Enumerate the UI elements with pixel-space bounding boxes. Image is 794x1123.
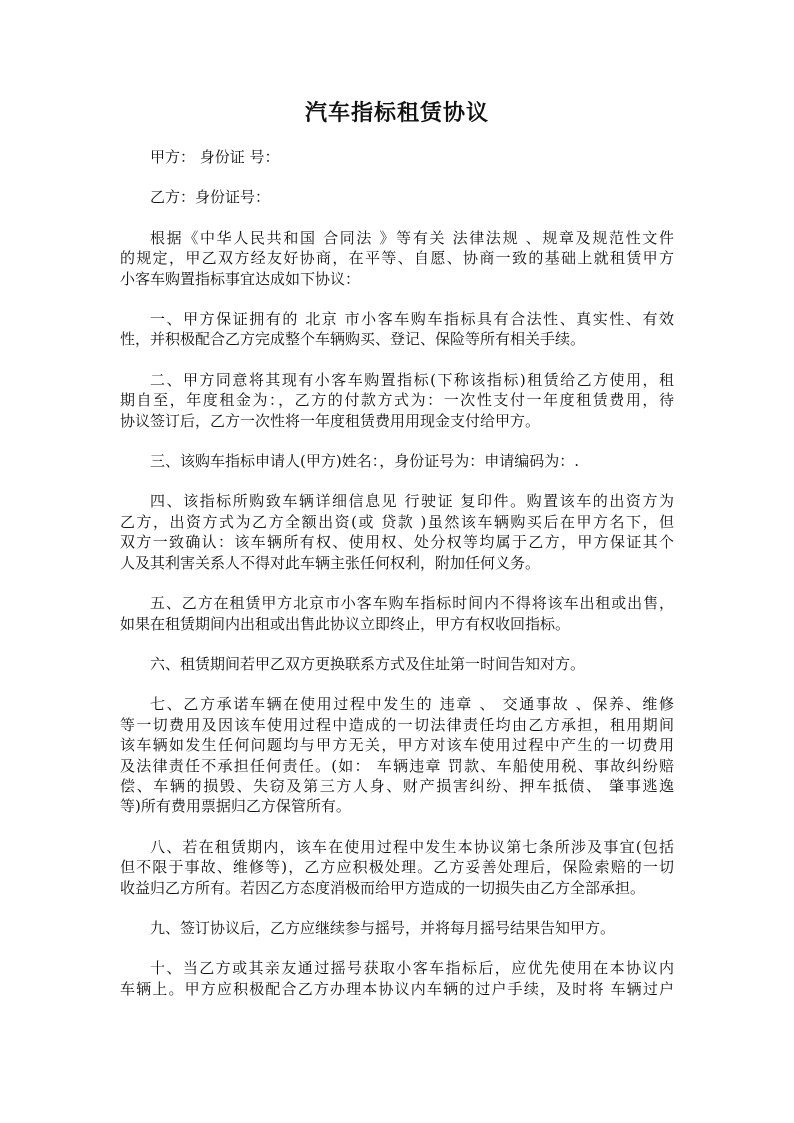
paragraph (120, 451, 674, 471)
paragraph (120, 309, 674, 350)
text-line: 期自至，年度租金为：，乙方的付款方式为：一次性支付一年度租赁费用，待 (120, 391, 674, 410)
text-line: 人及其利害关系人不得对此车辆主张任何权利，附加任何义务。 (120, 553, 541, 572)
paragraph (120, 228, 674, 289)
text-line: 双方一致确认：该车辆所有权、使用权、处分权等均属于乙方，甲方保证其个 (120, 533, 674, 552)
text-line: 如果在租赁期间内出租或出售此协议立即终止，甲方有权收回指标。 (120, 614, 571, 633)
text-line: 七、乙方承诺车辆在使用过程中发生的 违章 、 交通事故 、保养、维修 (150, 695, 674, 714)
paragraph (120, 918, 674, 938)
text-line: 一、甲方保证拥有的 北京 市小客车购车指标具有合法性、真实性、有效 (150, 310, 674, 329)
text-line: 等)所有费用票据归乙方保管所有。 (120, 797, 351, 816)
text-line: 四、该指标所购致车辆详细信息见 行驶证 复印件。购置该车的出资方为 (150, 492, 674, 511)
text-line: 但不限于事故、维修等)，乙方应积极处理。乙方妥善处理后，保险索赔的一切 (120, 858, 674, 877)
paragraph (120, 187, 674, 207)
text-line: 及法律责任不承担任何责任。(如： 车辆违章 罚款、车船使用税、事故纠纷赔 (120, 756, 674, 775)
text-line: 根据《中华人民共和国 合同法 》等有关 法律法规 、规章及规范性文件 (150, 228, 674, 247)
text-line: 收益归乙方所有。若因乙方态度消极而给甲方造成的一切损失由乙方全部承担。 (120, 878, 646, 897)
text-line: 等一切费用及因该车使用过程中造成的一切法律责任均由乙方承担，租用期间 (120, 715, 674, 734)
paragraph (120, 593, 674, 634)
text-line: 乙方，出资方式为乙方全额出资(或 贷款 )虽然该车辆购买后在甲方名下，但 (120, 512, 674, 531)
document-title: 汽车指标租赁协议 (304, 100, 489, 126)
paragraph (120, 958, 674, 999)
text-line: 该车辆如发生任何问题均与甲方无关，甲方对该车使用过程中产生的一切费用 (120, 736, 674, 755)
text-line: 乙方：身份证号： (150, 188, 271, 207)
document-body (120, 147, 674, 1019)
text-line: 六、租赁期间若甲乙双方更换联系方式及住址第一时间告知对方。 (150, 654, 586, 673)
paragraph (120, 654, 674, 674)
paragraph (120, 370, 674, 431)
text-line: 二、甲方同意将其现有小客车购置指标(下称该指标)租赁给乙方使用，租 (150, 370, 674, 389)
text-line: 偿、车辆的损毁、失窃及第三方人身、财产损害纠纷、押车抵债、 肇事逃逸 (120, 776, 674, 795)
text-line: 车辆上。甲方应积极配合乙方办理本协议内车辆的过户手续，及时将 车辆过户 (120, 979, 674, 998)
paragraph (120, 837, 674, 898)
text-line: 的规定，甲乙双方经友好协商，在平等、自愿、协商一致的基础上就租赁甲方 (120, 249, 674, 268)
text-line: 十、当乙方或其亲友通过摇号获取小客车指标后，应优先使用在本协议内 (150, 959, 674, 978)
paragraph (120, 694, 674, 816)
text-line: 八、若在租赁期内，该车在使用过程中发生本协议第七条所涉及事宜(包括 (150, 837, 674, 856)
text-line: 九、签订协议后，乙方应继续参与摇号，并将每月摇号结果告知甲方。 (150, 918, 616, 937)
text-line: 协议签订后，乙方一次性将一年度租赁费用用现金支付给甲方。 (120, 411, 541, 430)
text-line: 甲方： 身份证 号： (150, 148, 280, 166)
paragraph (120, 147, 674, 167)
paragraph (120, 491, 674, 573)
text-line: 三、该购车指标申请人(甲方)姓名：，身份证号为：申请编码为：. (150, 452, 579, 471)
text-line: 小客车购置指标事宜达成如下协议： (120, 269, 361, 288)
text-line: 性，并积极配合乙方完成整个车辆购买、登记、保险等所有相关手续。 (120, 330, 586, 349)
text-line: 五、乙方在租赁甲方北京市小客车购车指标时间内不得将该车出租或出售， (150, 594, 674, 613)
